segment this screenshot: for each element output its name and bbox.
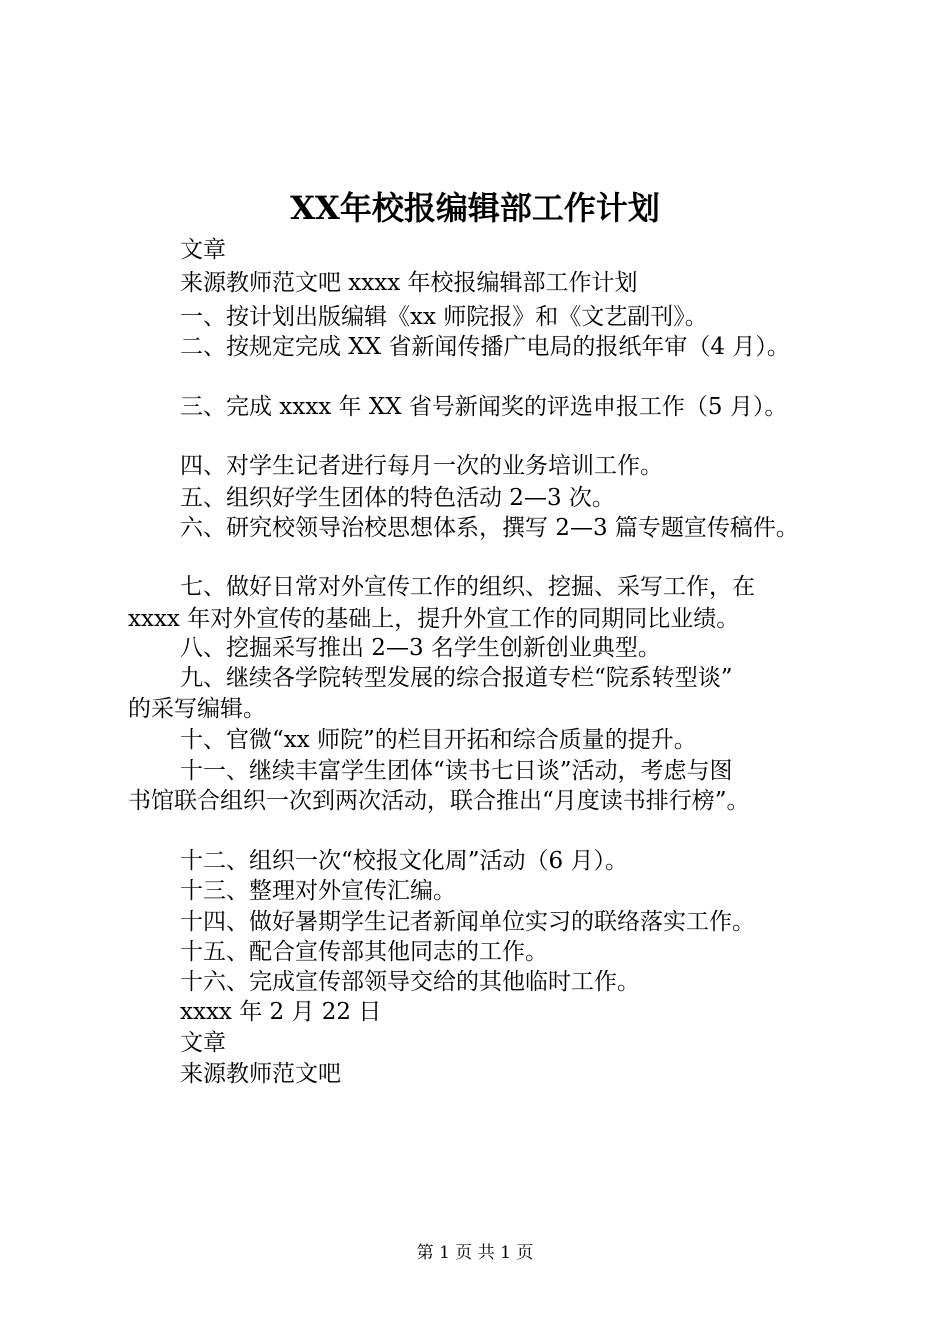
- text-line: 八、挖掘采写推出 2—3 名学生创新创业典型。: [180, 635, 661, 661]
- text-line: 十三、整理对外宣传汇编。: [180, 878, 456, 904]
- text-line: 文章: [180, 237, 226, 263]
- text-line: 一、按计划出版编辑《xx 师院报》和《文艺副刊》。: [180, 304, 708, 330]
- text-line: 的采写编辑。: [128, 696, 266, 722]
- text-line: 十二、组织一次“校报文化周”活动（6 月）。: [180, 848, 628, 874]
- text-line: 来源教师范文吧 xxxx 年校报编辑部工作计划: [180, 270, 638, 296]
- text-line: 来源教师范文吧: [180, 1061, 341, 1087]
- date-line: xxxx 年 2 月 22 日: [180, 999, 382, 1025]
- text-line: 三、完成 xxxx 年 XX 省号新闻奖的评选申报工作（5 月）。: [180, 394, 788, 420]
- text-line: 十六、完成宣传部领导交给的其他临时工作。: [180, 969, 640, 995]
- text-line: 文章: [180, 1030, 226, 1056]
- text-line: 九、继续各学院转型发展的综合报道专栏“院系转型谈”: [180, 665, 733, 691]
- text-line: 十、官微“xx 师院”的栏目开拓和综合质量的提升。: [180, 727, 697, 753]
- text-line: 十一、继续丰富学生团体“读书七日谈”活动，考虑与图: [180, 758, 733, 784]
- page-footer: 第 1 页 共 1 页: [416, 1243, 534, 1263]
- text-line: 十五、配合宣传部其他同志的工作。: [180, 939, 548, 965]
- text-line: 二、按规定完成 XX 省新闻传播广电局的报纸年审（4 月）。: [180, 334, 790, 360]
- text-line: 七、做好日常对外宣传工作的组织、挖掘、采写工作，在: [180, 574, 755, 600]
- text-line: 四、对学生记者进行每月一次的业务培训工作。: [180, 453, 663, 479]
- text-line: xxxx 年对外宣传的基础上，提升外宣工作的同期同比业绩。: [128, 606, 740, 632]
- text-line: 五、组织好学生团体的特色活动 2—3 次。: [180, 485, 615, 511]
- text-line: 十四、做好暑期学生记者新闻单位实习的联络落实工作。: [180, 909, 755, 935]
- text-line: 六、研究校领导治校思想体系，撰写 2—3 篇专题宣传稿件。: [180, 515, 799, 541]
- page-title: XX年校报编辑部工作计划: [290, 189, 660, 227]
- text-line: 书馆联合组织一次到两次活动，联合推出“月度读书排行榜”。: [128, 788, 750, 814]
